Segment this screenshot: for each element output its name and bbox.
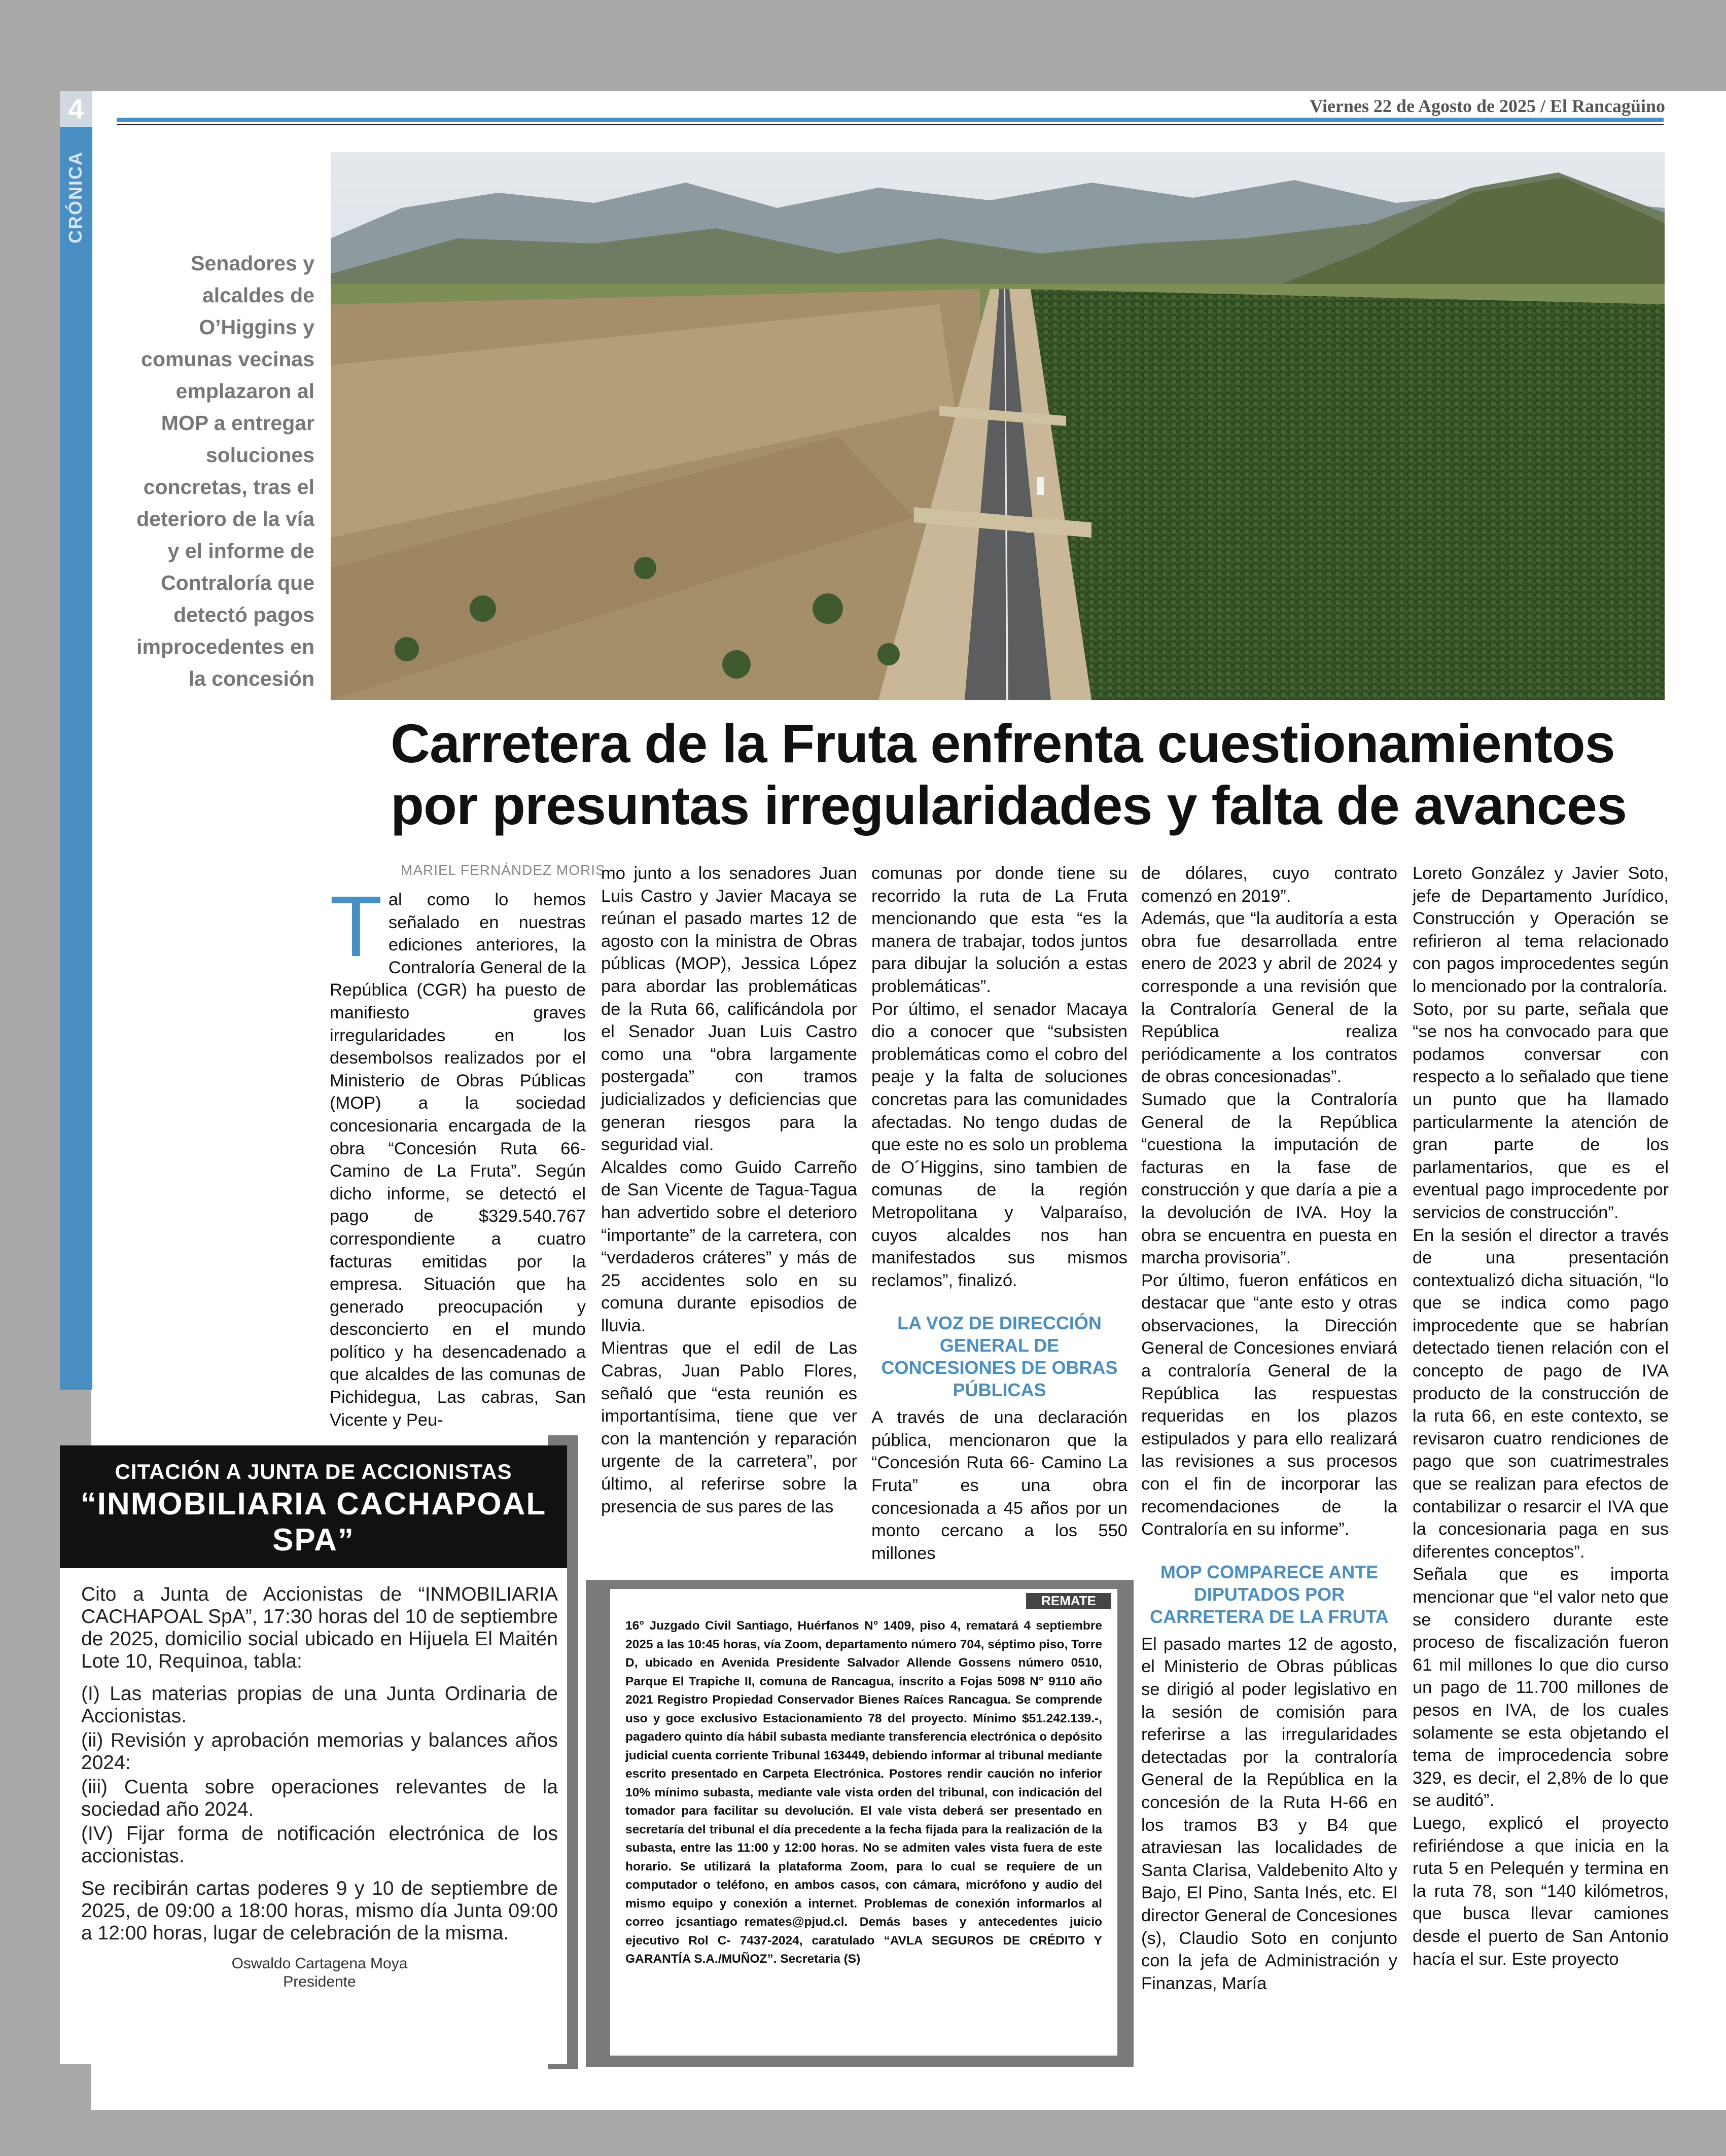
article-paragraph: En la sesión el director a través de una presentación contextualizó dicha situación, “lo que se indica como pago improcedente que se habrían detectado tienen relación con el concepto de pago de IVA producto de la construcción de la ruta 66, en este contexto, se revisaron cuatro rendiciones de pago que son cuatrimestrales que se realizan para efectos de contabilizar o resarcir el IVA que la concesionaria paga en sus diferentes conceptos”. <box>1413 1225 1669 1562</box>
citacion-ad-header <box>60 1445 567 1568</box>
subheading-mop: MOP COMPARECE ANTE DIPUTADOS POR CARRETERA DE LA FRUTA <box>1150 1561 1389 1627</box>
article-deck: Senadores y alcaldes de O’Higgins y comunas vecinas emplazaron al MOP a entregar soluciones concretas, tras el deterioro de la vía y el informe de Contraloría que detectó pagos improcedentes en la concesión <box>136 252 314 690</box>
citacion-item: (ii) Revisión y aprobación memorias y balances años 2024: <box>81 1729 558 1774</box>
citacion-ad <box>60 1445 567 2064</box>
citacion-ad-company: “INMOBILIARIA CACHAPOAL SPA” <box>80 1487 547 1558</box>
section-sidebar-bar <box>60 91 92 1390</box>
remate-text: 16° Juzgado Civil Santiago, Huérfanos N° 1409, piso 4, rematará 4 septiembre 2025 a las 10:45 horas, vía Zoom, departamento número 704, séptimo piso, Torre D, ubicado en Avenida Presidente Salvador Allende Gossens número 0510, Parque El Trapiche II, comuna de Rancagua, inscrito a Fojas 5098 N° 9110 año 2021 Registro Propiedad Conservador Bienes Raíces Rancagua. Se comprende uso y goce exclusivo Estacionamiento 78 del proyecto. Mínimo $51.242.139.-, pagadero quinto día hábil subasta mediante transferencia electrónica o depósito judicial cuenta corriente Tribunal 163449, debiendo informar al tribunal mediante escrito presentado en Carpeta Electrónica. Postores rendir caución no inferior 10% mínimo subasta, mediante vale vista orden del tribunal, con indicación del tomador para facilitar su devolución. El vale vista deberá ser presentado en secretaría del tribunal el día precedente a la fecha fijada para la realización de la subasta, entre las 11:00 y 12:00 horas. No se admiten vales vista fuera de este horario. Se utilizará la plataforma Zoom, para lo cual se requiere de un computador o teléfono, en ambos casos, con cámara, micrófono y audio del mismo equipo y conexión a internet. Problemas de conexión informarlos al correo jcsantiago_remates@pjud.cl. Demás bases y antecedentes juicio ejecutivo Rol C- 7437-2024, caratulado “AVLA SEGUROS DE CRÉDITO Y GARANTÍA S.A./MUÑOZ”. Secretaria (S) <box>625 1619 1102 1966</box>
citacion-signer: Oswaldo Cartagena Moya <box>231 1955 408 1972</box>
article-paragraph: Sumado que la Contraloría General de la República “cuestiona la imputación de facturas en la fase de construcción y que daría a pie a la devolución de IVA. Hoy la obra se encuentra en puesta en marcha provisoria”. <box>1141 1089 1397 1268</box>
header-rule-dark <box>117 124 1664 125</box>
remate-ad <box>610 1589 1117 2056</box>
article-column-2 <box>601 862 857 1518</box>
article-paragraph: Por último, fueron enfáticos en destacar que “ante esto y otras observaciones, la Dirección General de Concesiones enviará a contraloría General de la República las respuestas requeridas en los plazos estipulados y para ello realizará las revisiones a sus procesos con el fin de incorporar las recomendaciones de la Contraloría en su informe”. <box>1141 1270 1397 1539</box>
article-column-3 <box>871 862 1128 1565</box>
section-label: CRÓNICA <box>65 151 86 243</box>
citacion-item: (iii) Cuenta sobre operaciones relevantes de la sociedad año 2024. <box>81 1776 558 1820</box>
remate-ad-frame <box>586 1580 1134 2067</box>
article-paragraph: Además, que “la auditoría a esta obra fue desarrollada entre enero de 2023 y abril de 2024 y corresponde a una revisión que la Contraloría General de la República realiza periódicamente a los contratos de obras concesionadas”. <box>1141 909 1397 1087</box>
dateline: Viernes 22 de Agosto de 2025 / El Rancagüino <box>1310 96 1665 116</box>
citacion-signer-role: Presidente <box>283 1973 356 1990</box>
article-paragraph: mo junto a los senadores Juan Luis Castro y Javier Macaya se reúnan el pasado martes 12 de agosto con la ministra de Obras públicas (MOP), Jessica López para abordar las problemáticas de la Ruta 66, calificándola por el Senador Juan Luis Castro como una “obra largamente postergada” con tramos judicializados y deficiencias que generan riesgos para la seguridad vial. <box>601 864 857 1155</box>
header-rule <box>117 118 1664 122</box>
article-paragraph: Señala que es importa mencionar que “el valor neto que se considero durante este proceso de fiscalización fueron 61 mil millones lo que dio curso un pago de 11.700 millones de pesos en IVA, de los cuales solamente se esta objetando el tema de improcedencia sobre 329, es decir, el 2,8% de lo que se auditó”. <box>1413 1565 1669 1811</box>
article-paragraph: Soto, por su parte, señala que “se nos ha convocado para que podamos conversar con respecto a lo señalado que tiene un punto que ha llamado particularmente la atención de gran parte de los parlamentarios, que es el eventual pago improcedente por servicios de construcción”. <box>1413 999 1669 1222</box>
citacion-ad-body <box>60 1568 567 1991</box>
article-paragraph: comunas por donde tiene su recorrido la ruta de La Fruta mencionando que esta “es la manera de trabajar, todos juntos para dibujar la solución a estas problemáticas”. <box>871 864 1128 996</box>
article-headline: Carretera de la Fruta enfrenta cuestionamientos por presuntas irregularidades y falta de avances <box>391 713 1627 836</box>
citacion-ad-title: CITACIÓN A JUNTA DE ACCIONISTAS <box>115 1460 512 1483</box>
citacion-closing: Se recibirán cartas poderes 9 y 10 de septiembre de 2025, de 09:00 a 18:00 horas, mismo día Junta 09:00 a 12:00 horas, lugar de celebración de la misma. <box>81 1878 558 1944</box>
article-paragraph: Luego, explicó el proyecto refiriéndose a que inicia en la ruta 5 en Pelequén y termina en la ruta 78, son “140 kilómetros, que busca llevar camiones desde el puerto de San Antonio hacía el sur. Este proyecto <box>1413 1813 1669 1969</box>
article-paragraph: Por último, el senador Macaya dio a conocer que “subsisten problemáticas como el cobro del peaje y la falta de soluciones concretas para las comunidades afectadas. No tengo dudas de que este no es solo un problema de O´Higgins, sino tambien de comunas de la región Metropolitana y Valparaíso, cuyos alcaldes nos han manifestados sus mismos reclamos”, finalizó. <box>871 999 1128 1290</box>
article-paragraph: A través de una declaración pública, mencionaron que la “Concesión Ruta 66- Camino La Fruta” es una obra concesionada a 45 años por un monto cercano a los 550 millones <box>871 1408 1128 1563</box>
byline: MARIEL FERNÁNDEZ MORIS <box>401 862 606 878</box>
citacion-item: (IV) Fijar forma de notificación electrónica de los accionistas. <box>81 1823 558 1867</box>
article-paragraph: Alcaldes como Guido Carreño de San Vicente de Tagua-Tagua han advertido sobre el deterioro “importante” de la carretera, con “verdaderos cráteres” y más de 25 accidentes solo en su comuna durante episodios de lluvia. <box>601 1157 857 1335</box>
page-number: 4 <box>60 91 92 127</box>
article-paragraph: Mientras que el edil de Las Cabras, Juan Pablo Flores, señaló que “esta reunión es importantísima, tiene que ver con la mantención y reparación urgente de la carretera”, por último, al referirse sobre la presencia de sus pares de las <box>601 1338 857 1516</box>
subheading-concesiones: LA VOZ DE DIRECCIÓN GENERAL DE CONCESIONES DE OBRAS PÚBLICAS <box>881 1313 1118 1401</box>
article-paragraph: de dólares, cuyo contrato comenzó en 2019”. <box>1141 864 1397 906</box>
remate-tag: REMATE <box>1026 1593 1111 1609</box>
article-paragraph: Loreto González y Javier Soto, jefe de Departamento Jurídico, Construcción y Operación se refirieron al tema relacionado con pagos improcedentes según lo mencionado por la contraloría. <box>1413 864 1669 996</box>
citacion-signature <box>81 1955 558 1991</box>
highway-aerial-photo <box>331 152 1665 700</box>
article-column-1 <box>330 878 586 1431</box>
citacion-intro: Cito a Junta de Accionistas de “INMOBILIARIA CACHAPOAL SpA”, 17:30 horas del 10 de septiembre de 2025, domicilio social ubicado en Hijuela El Maitén Lote 10, Requinoa, tabla: <box>81 1583 558 1672</box>
article-column-5 <box>1413 862 1669 1970</box>
citacion-item: (I) Las materias propias de una Junta Ordinaria de Accionistas. <box>81 1683 558 1727</box>
article-paragraph: El pasado martes 12 de agosto, el Ministerio de Obras públicas se dirigió al poder legislativo en la sesión de comisión para referirse a las irregularidades detectadas por la contraloría General de la República en la concesión de la Ruta H-66 en los tramos B3 y B4 que atraviesan las localidades de Santa Clarisa, Valdebenito Alto y Bajo, El Pino, Santa Inés, etc. El director General de Concesiones (s), Claudio Soto en conjunto con la jefa de Administración y Finanzas, María <box>1141 1634 1397 1993</box>
article-paragraph: al como lo hemos señalado en nuestras ediciones anteriores, la Contraloría General de la República (CGR) ha puesto de manifiesto graves irregularidades en los desembolsos realizados por el Ministerio de Obras Públicas (MOP) a la sociedad concesionaria encargada de la obra “Concesión Ruta 66-Camino de La Fruta”. Según dicho informe, se detectó el pago de $329.540.767 correspondiente a cuatro facturas emitidas por la empresa. Situación que ha generado preocupación y desconcierto en el mundo político y ha desencadenado a que alcaldes de las comunas de Pichidegua, Las cabras, San Vicente y Peu- <box>330 890 586 1430</box>
article-column-4 <box>1141 862 1397 1995</box>
drop-cap: T <box>330 878 382 975</box>
